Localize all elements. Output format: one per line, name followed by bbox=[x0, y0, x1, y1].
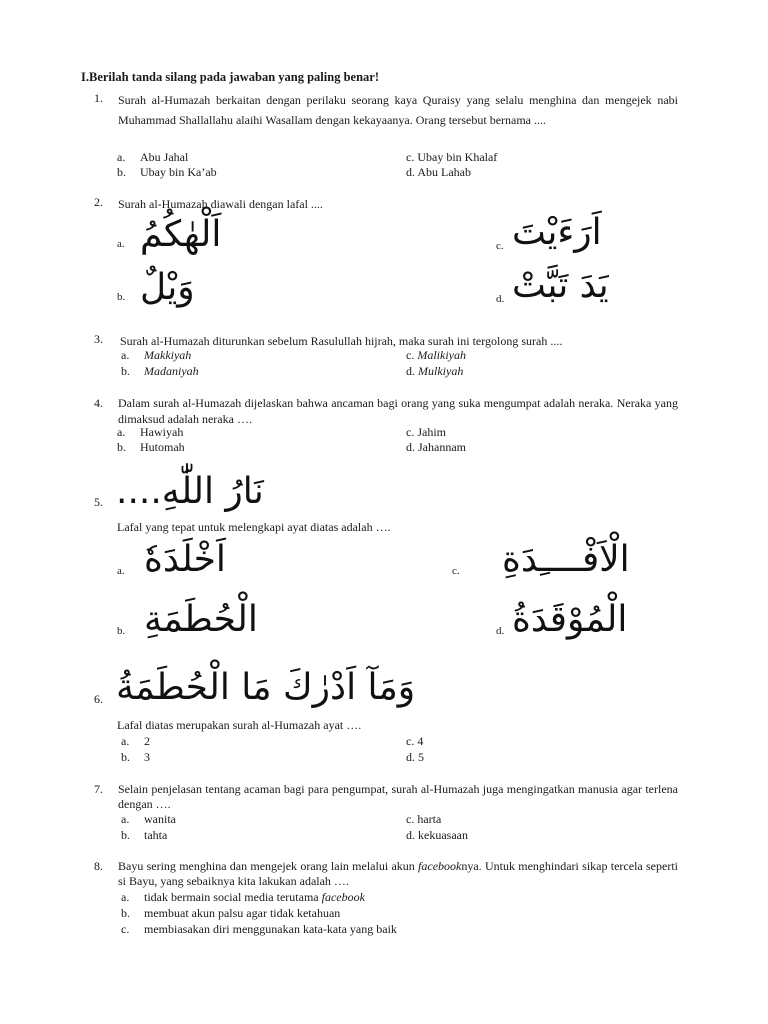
question-number: 4. bbox=[94, 396, 103, 410]
option-3a[interactable]: a. Makkiyah bbox=[121, 348, 192, 362]
option-5a-arabic[interactable]: اَخْلَدَهٗ bbox=[144, 539, 226, 580]
question-text: Surah al-Humazah berkaitan dengan perilaku seorang kaya Quraisy yang selalu menghina dan mengejek nabi Muhammad Shallallahu alaihi Wasallam dengan kekayaanya. Orang tersebut bernama .... bbox=[118, 93, 678, 127]
question-number: 2. bbox=[94, 195, 103, 209]
option-1b[interactable]: b. Ubay bin Ka’ab bbox=[117, 165, 217, 179]
question-number: 1. bbox=[94, 91, 103, 105]
option-8a[interactable]: a. tidak bermain social media terutama facebook bbox=[121, 890, 365, 904]
option-3c[interactable]: c. Malikiyah bbox=[406, 348, 466, 362]
option-6b[interactable]: b. 3 bbox=[121, 750, 150, 764]
option-1c[interactable]: c. Ubay bin Khalaf bbox=[406, 150, 498, 164]
question-text: Selain penjelasan tentang acaman bagi para pengumpat, surah al-Humazah juga mengingatkan manusia agar terlena dengan …. bbox=[118, 782, 678, 811]
option-2d-label[interactable]: d. bbox=[496, 293, 505, 305]
option-6d[interactable]: d. 5 bbox=[406, 750, 424, 764]
question-text: Bayu sering menghina dan mengejek orang lain melalui akun facebooknya. Untuk menghindari sikap tercela seperti si Bayu, yang sebaiknya kita lakukan adalah …. bbox=[118, 859, 678, 888]
option-4d[interactable]: d. Jahannam bbox=[406, 440, 466, 454]
option-7c[interactable]: c. harta bbox=[406, 812, 442, 826]
option-8c[interactable]: c. membiasakan diri menggunakan kata-kata yang baik bbox=[121, 922, 397, 936]
option-7a[interactable]: a. wanita bbox=[121, 812, 176, 826]
option-5c-label[interactable]: c. bbox=[452, 565, 460, 577]
option-2b-arabic[interactable]: وَيْلٌ bbox=[140, 267, 195, 308]
question-5-number: 5. bbox=[94, 495, 103, 509]
question-text: Dalam surah al-Humazah dijelaskan bahwa ancaman bagi orang yang suka mengumpat adalah neraka. Neraka yang dimaksud adalah neraka …. bbox=[118, 396, 678, 426]
question-number: 3. bbox=[94, 332, 103, 346]
question-6-number: 6. bbox=[94, 692, 103, 706]
option-3b[interactable]: b. Madaniyah bbox=[121, 364, 199, 378]
question-8 bbox=[94, 859, 678, 889]
option-2a-label[interactable]: a. bbox=[117, 238, 125, 250]
question-number: 7. bbox=[94, 782, 103, 796]
question-4 bbox=[94, 395, 678, 427]
option-2c-label[interactable]: c. bbox=[496, 240, 504, 252]
question-6-ayat: وَمَآ اَدْرٰكَ مَا الْحُطَمَةُ bbox=[116, 667, 416, 708]
option-4c[interactable]: c. Jahim bbox=[406, 425, 446, 439]
option-6a[interactable]: a. 2 bbox=[121, 734, 150, 748]
option-6c[interactable]: c. 4 bbox=[406, 734, 424, 748]
option-1a[interactable]: a. Abu Jahal bbox=[117, 150, 189, 164]
question-1 bbox=[94, 91, 678, 130]
option-4b[interactable]: b. Hutomah bbox=[117, 440, 185, 454]
question-7 bbox=[94, 782, 678, 812]
option-5c-arabic[interactable]: الْاَفْــــِدَةِ bbox=[502, 539, 630, 580]
option-2c-arabic[interactable]: اَرَءَيْتَ bbox=[512, 212, 602, 253]
option-5b-label[interactable]: b. bbox=[117, 625, 126, 637]
question-text: Surah al-Humazah diawali dengan lafal .... bbox=[118, 197, 323, 211]
option-2b-label[interactable]: b. bbox=[117, 291, 126, 303]
question-5-ayat: نَارُ اللّٰهِ.... bbox=[116, 471, 264, 512]
question-number: 8. bbox=[94, 859, 103, 873]
option-5d-arabic[interactable]: الْمُوْقَدَةُ bbox=[512, 599, 628, 640]
option-2a-arabic[interactable]: اَلْهٰكُمُ bbox=[140, 214, 222, 255]
option-3d[interactable]: d. Mulkiyah bbox=[406, 364, 464, 378]
option-1d[interactable]: d. Abu Lahab bbox=[406, 165, 471, 179]
option-5d-label[interactable]: d. bbox=[496, 625, 505, 637]
option-5a-label[interactable]: a. bbox=[117, 565, 125, 577]
option-2d-arabic[interactable]: يَدَ تَبَّتْ bbox=[512, 265, 609, 306]
question-5-text: Lafal yang tepat untuk melengkapi ayat diatas adalah …. bbox=[117, 520, 391, 534]
option-4a[interactable]: a. Hawiyah bbox=[117, 425, 184, 439]
option-7d[interactable]: d. kekuasaan bbox=[406, 828, 468, 842]
option-7b[interactable]: b. tahta bbox=[121, 828, 168, 842]
section-heading: I.Berilah tanda silang pada jawaban yang paling benar! bbox=[81, 70, 379, 84]
question-6-text: Lafal diatas merupakan surah al-Humazah ayat …. bbox=[117, 718, 362, 732]
option-8b[interactable]: b. membuat akun palsu agar tidak ketahuan bbox=[121, 906, 341, 920]
option-5b-arabic[interactable]: الْحُطَمَةِ bbox=[144, 599, 258, 640]
question-text: Surah al-Humazah diturunkan sebelum Rasulullah hijrah, maka surah ini tergolong surah .... bbox=[120, 334, 563, 348]
